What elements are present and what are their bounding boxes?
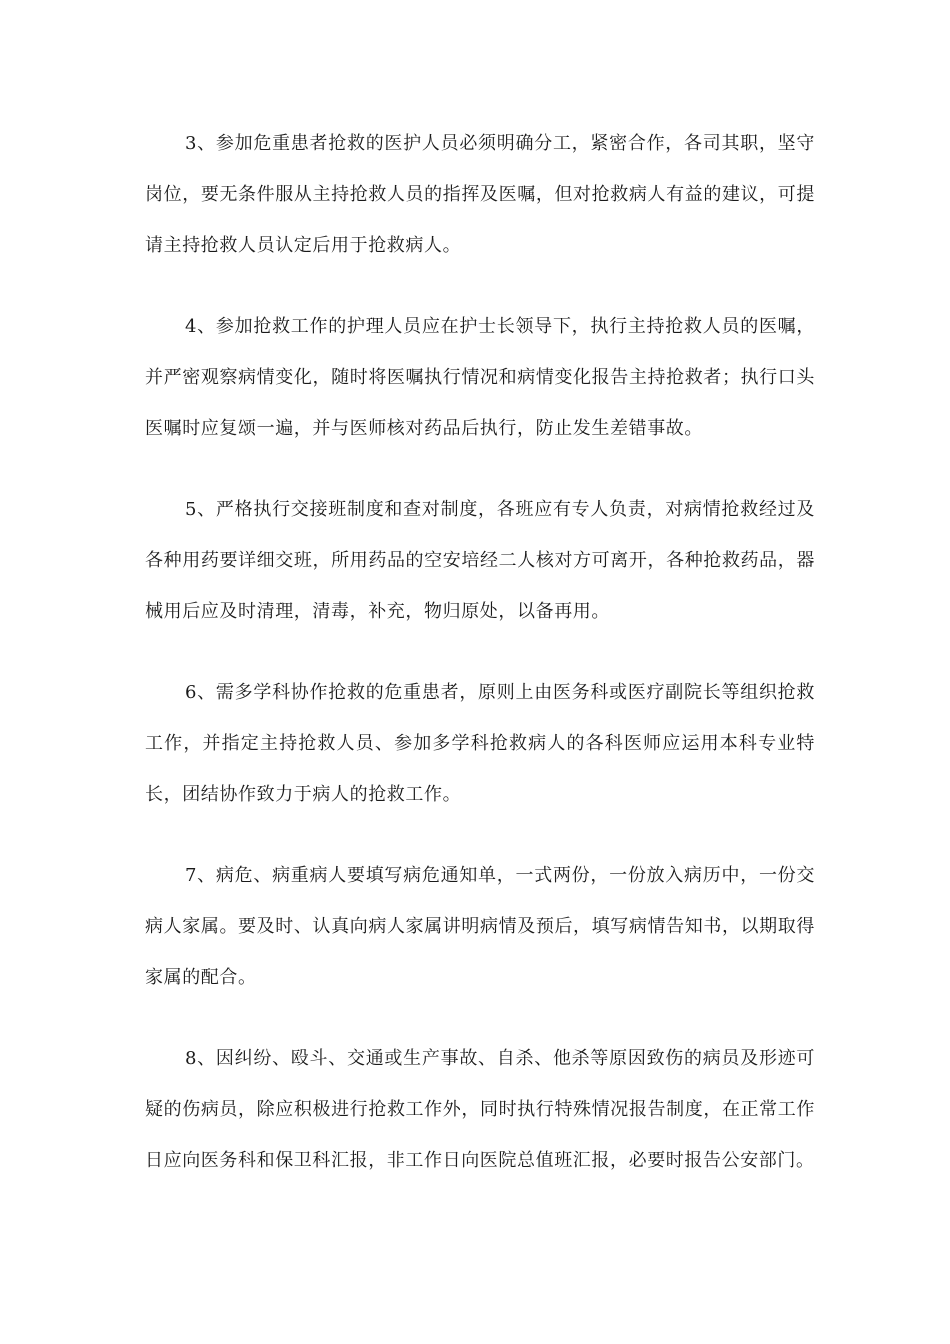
paragraph-8: 8、因纠纷、殴斗、交通或生产事故、自杀、他杀等原因致伤的病员及形迹可疑的伤病员，除应积极进行抢救工作外，同时执行特殊情况报告制度，在正常工作日应向医务科和保卫科汇报，非工作日向医院总值班汇报，必要时报告公安部门。 xyxy=(145,1048,815,1171)
paragraph-7: 7、病危、病重病人要填写病危通知单，一式两份，一份放入病历中，一份交病人家属。要及时、认真向病人家属讲明病情及预后，填写病情告知书，以期取得家属的配合。 xyxy=(145,865,815,988)
paragraph-5: 5、严格执行交接班制度和查对制度，各班应有专人负责，对病情抢救经过及各种用药要详细交班，所用药品的空安培经二人核对方可离开，各种抢救药品，器械用后应及时清理，清毒，补充，物归原处，以备再用。 xyxy=(145,499,815,622)
paragraph-3: 3、参加危重患者抢救的医护人员必须明确分工，紧密合作，各司其职，坚守岗位，要无条件服从主持抢救人员的指挥及医嘱，但对抢救病人有益的建议，可提请主持抢救人员认定后用于抢救病人。 xyxy=(145,133,815,256)
paragraph-4: 4、参加抢救工作的护理人员应在护士长领导下，执行主持抢救人员的医嘱，并严密观察病情变化，随时将医嘱执行情况和病情变化报告主持抢救者；执行口头医嘱时应复颂一遍，并与医师核对药品后执行，防止发生差错事故。 xyxy=(145,316,815,439)
document-body xyxy=(145,118,815,1216)
paragraph-6: 6、需多学科协作抢救的危重患者，原则上由医务科或医疗副院长等组织抢救工作，并指定主持抢救人员、参加多学科抢救病人的各科医师应运用本科专业特长，团结协作致力于病人的抢救工作。 xyxy=(145,682,815,805)
